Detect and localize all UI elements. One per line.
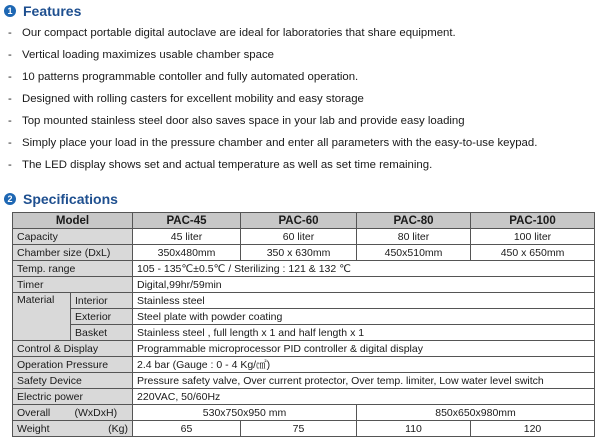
- chamber-size-value: 350 x 630mm: [241, 245, 357, 261]
- control-display-label: Control & Display: [13, 341, 133, 357]
- table-row: [13, 421, 595, 437]
- table-row: [13, 309, 595, 325]
- overall-value: 850x650x980mm: [357, 405, 595, 421]
- capacity-value: 45 liter: [133, 229, 241, 245]
- capacity-value: 100 liter: [471, 229, 595, 245]
- weight-value: 65: [133, 421, 241, 437]
- timer-value: Digital,99hr/59min: [133, 277, 595, 293]
- operation-pressure-value: 2.4 bar (Gauge : 0 - 4 Kg/㎠): [133, 357, 595, 373]
- overall-label: Overall: [13, 405, 71, 421]
- overall-unit: (WxDxH): [71, 405, 133, 421]
- electric-power-label: Electric power: [13, 389, 133, 405]
- table-row: [13, 293, 595, 309]
- weight-value: 110: [357, 421, 471, 437]
- exterior-value: Steel plate with powder coating: [133, 309, 595, 325]
- basket-value: Stainless steel , full length x 1 and half length x 1: [133, 325, 595, 341]
- basket-label: Basket: [71, 325, 133, 341]
- number-one-badge-icon: 1: [4, 5, 16, 17]
- model-pac60-header: PAC-60: [241, 213, 357, 229]
- weight-value: 75: [241, 421, 357, 437]
- specifications-table: [12, 212, 595, 437]
- table-row: [13, 389, 595, 405]
- interior-label: Interior: [71, 293, 133, 309]
- table-row: [13, 405, 595, 421]
- temp-range-label: Temp. range: [13, 261, 133, 277]
- features-list: [8, 22, 596, 176]
- table-row: [13, 325, 595, 341]
- table-row: [13, 229, 595, 245]
- chamber-size-value: 350x480mm: [133, 245, 241, 261]
- chamber-size-value: 450x510mm: [357, 245, 471, 261]
- weight-unit: (Kg): [71, 421, 133, 437]
- model-pac45-header: PAC-45: [133, 213, 241, 229]
- safety-device-value: Pressure safety valve, Over current protector, Over temp. limiter, Low water level switch: [133, 373, 595, 389]
- list-item: - The LED display shows set and actual temperature as well as set time remaining.: [8, 159, 433, 171]
- specifications-heading: [4, 190, 118, 208]
- capacity-value: 80 liter: [357, 229, 471, 245]
- model-pac100-header: PAC-100: [471, 213, 595, 229]
- list-item: - Vertical loading maximizes usable chamber space: [8, 49, 274, 61]
- table-row: [13, 373, 595, 389]
- control-display-value: Programmable microprocessor PID controller & digital display: [133, 341, 595, 357]
- list-item: - Simply place your load in the pressure chamber and enter all parameters with the easy-to-use keypad.: [8, 137, 538, 149]
- table-row: [13, 341, 595, 357]
- list-item: - 10 patterns programmable contoller and fully automated operation.: [8, 71, 359, 83]
- safety-device-label: Safety Device: [13, 373, 133, 389]
- table-row: [13, 245, 595, 261]
- table-row: [13, 277, 595, 293]
- operation-pressure-label: Operation Pressure: [13, 357, 133, 373]
- features-heading: [4, 2, 81, 20]
- table-header-row: [13, 213, 595, 229]
- overall-value: 530x750x950 mm: [133, 405, 357, 421]
- capacity-value: 60 liter: [241, 229, 357, 245]
- timer-label: Timer: [13, 277, 133, 293]
- list-item: - Top mounted stainless steel door also saves space in your lab and provide easy loading: [8, 115, 465, 127]
- exterior-label: Exterior: [71, 309, 133, 325]
- chamber-size-label: Chamber size (DxL): [13, 245, 133, 261]
- interior-value: Stainless steel: [133, 293, 595, 309]
- number-two-badge-icon: 2: [4, 193, 16, 205]
- chamber-size-value: 450 x 650mm: [471, 245, 595, 261]
- model-header: Model: [13, 213, 133, 229]
- list-item: - Our compact portable digital autoclave are ideal for laboratories that share equipment.: [8, 27, 456, 39]
- weight-label: Weight: [13, 421, 71, 437]
- weight-value: 120: [471, 421, 595, 437]
- temp-range-value: 105 - 135℃±0.5℃ / Sterilizing : 121 & 132 ℃: [133, 261, 595, 277]
- specifications-title: Specifications: [23, 191, 118, 207]
- electric-power-value: 220VAC, 50/60Hz: [133, 389, 595, 405]
- list-item: - Designed with rolling casters for excellent mobility and easy storage: [8, 93, 364, 105]
- features-title: Features: [23, 3, 82, 19]
- table-row: [13, 261, 595, 277]
- model-pac80-header: PAC-80: [357, 213, 471, 229]
- table-row: [13, 357, 595, 373]
- material-label: Material: [13, 293, 71, 341]
- capacity-label: Capacity: [13, 229, 133, 245]
